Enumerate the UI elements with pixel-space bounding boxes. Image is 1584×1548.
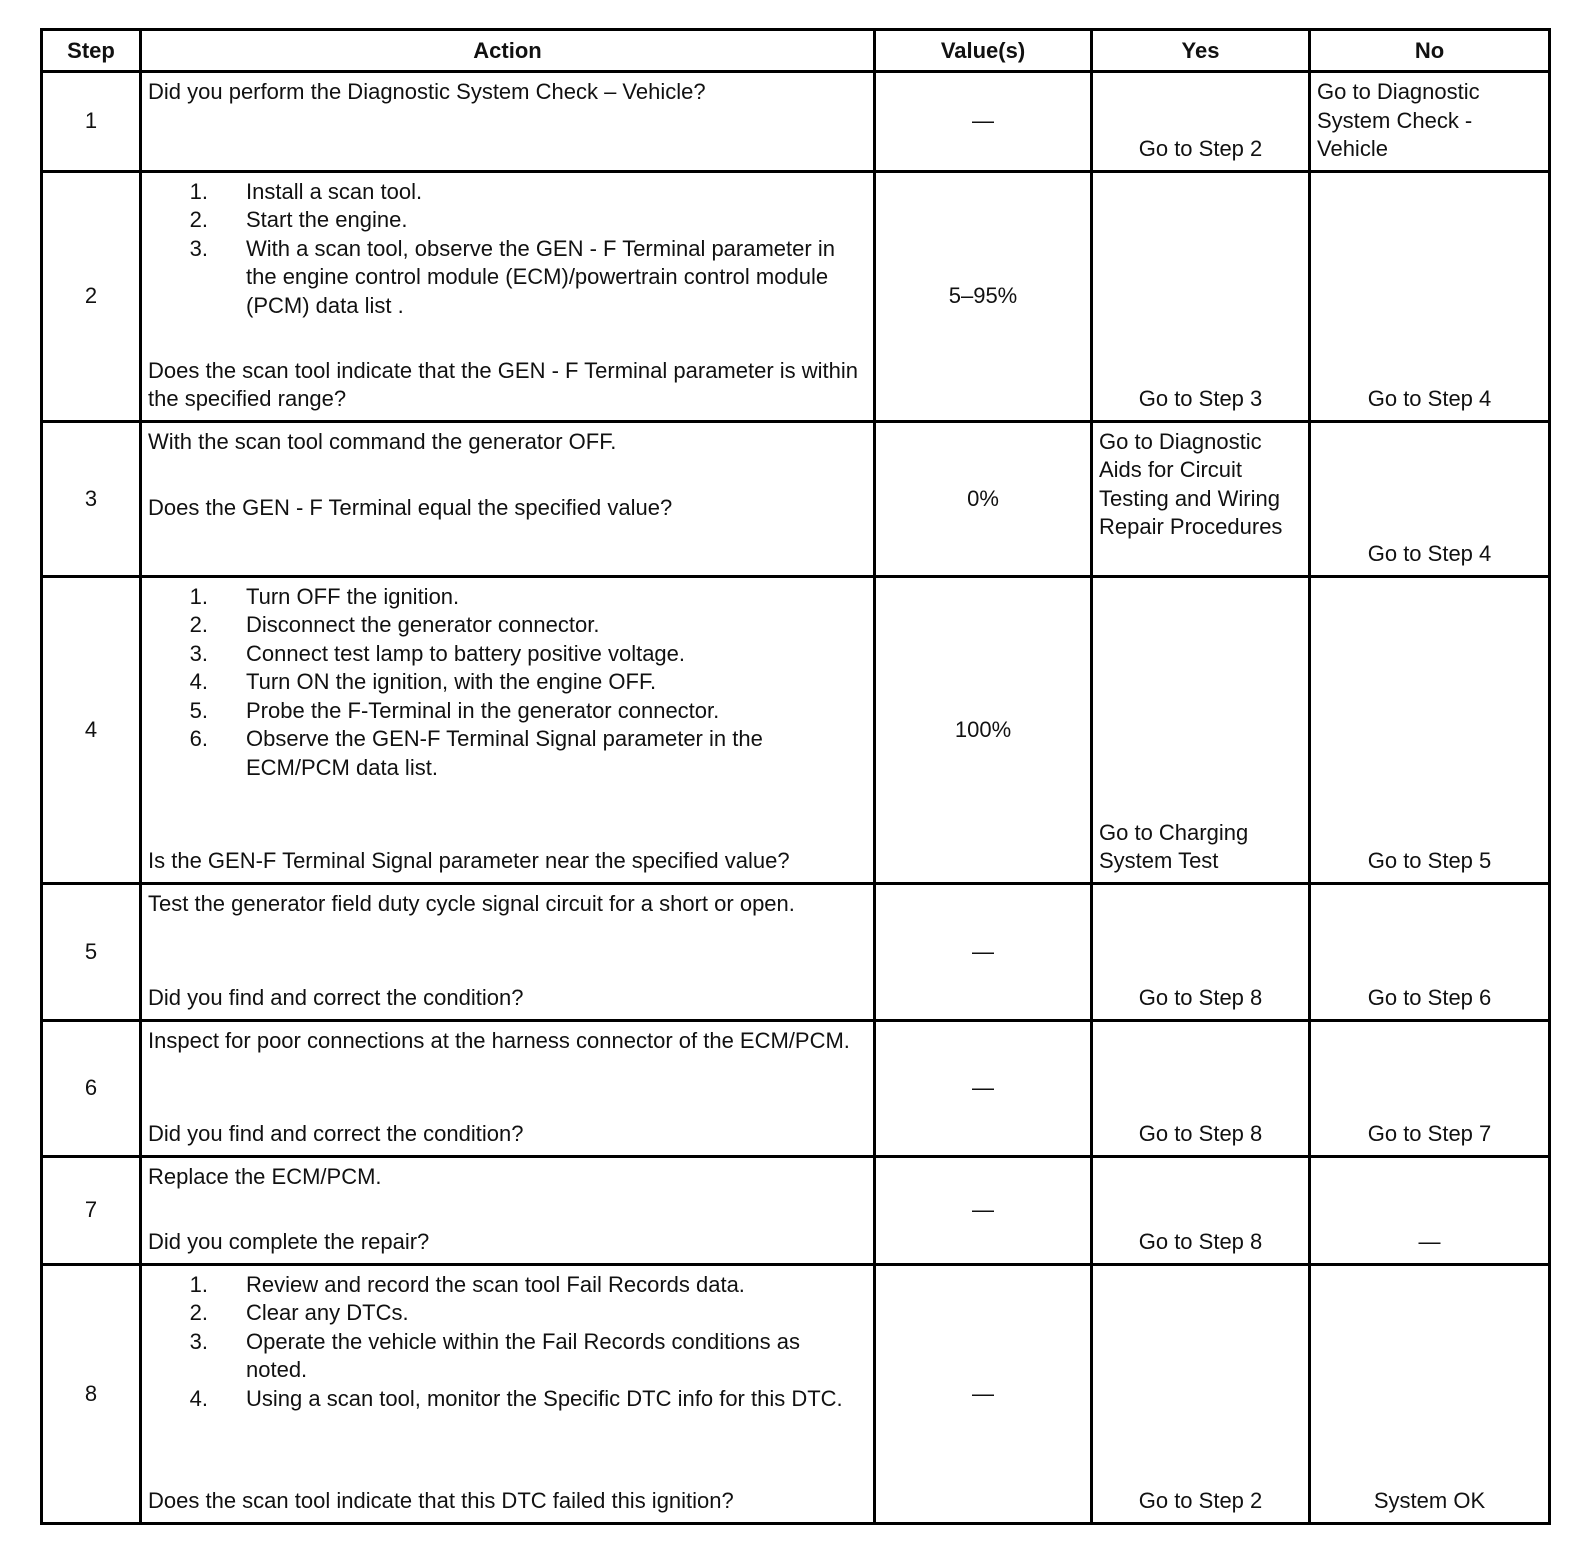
no-text: — [1418, 1229, 1441, 1254]
yes-text: Go to Step 8 [1138, 985, 1263, 1010]
yes-cell [1092, 72, 1310, 172]
step-number: 1 [42, 72, 141, 172]
yes-cell [1092, 883, 1310, 1020]
action-steps-list [148, 178, 867, 321]
list-number: 4. [189, 1385, 208, 1411]
no-cell [1310, 421, 1550, 576]
list-number: 1. [189, 583, 208, 609]
action-cell [141, 171, 875, 421]
yes-text: Go to Step 2 [1138, 1488, 1263, 1513]
list-text: With a scan tool, observe the GEN - F Terminal parameter in the engine control module (ECM)/powertrain control module (PCM) data list . [246, 235, 835, 318]
action-question: Is the GEN-F Terminal Signal parameter near the specified value? [148, 848, 790, 873]
table-row [42, 883, 1550, 1020]
yes-text: Go to Step 2 [1138, 136, 1263, 161]
value-cell: — [875, 1264, 1092, 1523]
list-text: Operate the vehicle within the Fail Records conditions as noted. [246, 1328, 800, 1382]
action-steps-list [148, 1271, 867, 1414]
action-question: Did you find and correct the condition? [148, 1121, 524, 1146]
list-text: Review and record the scan tool Fail Records data. [246, 1271, 745, 1297]
diagnostic-table [40, 28, 1551, 1525]
no-cell [1310, 72, 1550, 172]
list-number: 1. [189, 178, 208, 204]
list-number: 6. [189, 726, 208, 751]
header-yes: Yes [1092, 30, 1310, 72]
action-cell [141, 883, 875, 1020]
action-intro: Inspect for poor connections at the harness connector of the ECM/PCM. [148, 1027, 850, 1053]
action-question: Does the GEN - F Terminal equal the specified value? [148, 495, 673, 520]
no-text: Go to Step 6 [1367, 985, 1492, 1010]
list-item [148, 725, 867, 782]
header-action: Action [141, 30, 875, 72]
list-text: Turn OFF the ignition. [246, 583, 460, 609]
list-item [148, 583, 867, 612]
no-cell [1310, 1264, 1550, 1523]
no-cell [1310, 171, 1550, 421]
table-row [42, 1020, 1550, 1156]
header-step: Step [42, 30, 141, 72]
yes-cell [1092, 576, 1310, 883]
yes-cell [1092, 1156, 1310, 1264]
no-cell [1310, 1156, 1550, 1264]
list-item [148, 235, 867, 321]
step-number: 8 [42, 1264, 141, 1523]
list-text: Install a scan tool. [246, 178, 423, 204]
list-number: 1. [189, 1271, 208, 1297]
value-cell: 0% [875, 421, 1092, 576]
list-number: 2. [189, 1300, 208, 1325]
list-item [148, 1271, 867, 1300]
list-text: Probe the F-Terminal in the generator connector. [246, 697, 720, 723]
list-number: 2. [189, 207, 208, 232]
table-row [42, 1156, 1550, 1264]
list-number: 3. [189, 235, 208, 261]
list-text: Start the engine. [246, 207, 408, 232]
list-item [148, 1385, 867, 1414]
action-steps-list [148, 583, 867, 783]
yes-cell [1092, 171, 1310, 421]
step-number: 3 [42, 421, 141, 576]
list-text: Using a scan tool, monitor the Specific DTC info for this DTC. [246, 1385, 843, 1411]
list-number: 2. [189, 612, 208, 637]
value-cell: — [875, 72, 1092, 172]
action-cell [141, 72, 875, 172]
action-cell [141, 1156, 875, 1264]
yes-text: Go to Step 8 [1138, 1229, 1263, 1254]
no-text: Go to Step 5 [1367, 848, 1492, 873]
no-cell [1310, 576, 1550, 883]
list-item [148, 1328, 867, 1385]
no-text: Go to Step 4 [1367, 541, 1492, 566]
yes-text: Go to Step 8 [1138, 1121, 1263, 1146]
header-values: Value(s) [875, 30, 1092, 72]
no-text: Go to Diagnostic System Check - Vehicle [1317, 79, 1480, 161]
action-intro: Did you perform the Diagnostic System Check – Vehicle? [148, 79, 706, 104]
action-question: Does the scan tool indicate that the GEN - F Terminal parameter is within the specified range? [148, 357, 859, 411]
table-row [42, 576, 1550, 883]
yes-text: Go to Diagnostic Aids for Circuit Testing and Wiring Repair Procedures [1099, 428, 1283, 539]
list-item [148, 1299, 867, 1328]
value-cell: 5–95% [875, 171, 1092, 421]
yes-text: Go to Step 3 [1138, 386, 1263, 411]
value-cell: — [875, 1156, 1092, 1264]
list-text: Disconnect the generator connector. [246, 612, 600, 637]
step-number: 2 [42, 171, 141, 421]
action-cell [141, 1264, 875, 1523]
action-cell [141, 1020, 875, 1156]
step-number: 7 [42, 1156, 141, 1264]
value-cell: — [875, 883, 1092, 1020]
action-question: Did you find and correct the condition? [148, 985, 524, 1010]
action-question: Did you complete the repair? [148, 1229, 430, 1254]
step-number: 5 [42, 883, 141, 1020]
list-number: 3. [189, 1328, 208, 1354]
no-cell [1310, 1020, 1550, 1156]
yes-text: Go to Charging System Test [1099, 819, 1249, 873]
list-item [148, 178, 867, 207]
table-row [42, 72, 1550, 172]
list-number: 3. [189, 640, 208, 666]
no-text: Go to Step 7 [1367, 1121, 1492, 1146]
no-text: Go to Step 4 [1367, 386, 1492, 411]
list-item [148, 668, 867, 697]
action-intro: Test the generator field duty cycle signal circuit for a short or open. [148, 890, 795, 916]
value-cell: — [875, 1020, 1092, 1156]
action-question: Does the scan tool indicate that this DTC failed this ignition? [148, 1488, 734, 1513]
no-text: System OK [1373, 1488, 1486, 1513]
list-item [148, 206, 867, 235]
yes-cell [1092, 1264, 1310, 1523]
action-cell [141, 421, 875, 576]
table-row [42, 421, 1550, 576]
step-number: 4 [42, 576, 141, 883]
list-text: Observe the GEN-F Terminal Signal parameter in the ECM/PCM data list. [246, 726, 763, 780]
value-cell: 100% [875, 576, 1092, 883]
yes-cell [1092, 1020, 1310, 1156]
yes-cell [1092, 421, 1310, 576]
header-no: No [1310, 30, 1550, 72]
action-intro: With the scan tool command the generator OFF. [148, 428, 617, 454]
list-text: Connect test lamp to battery positive voltage. [246, 640, 686, 666]
action-intro: Replace the ECM/PCM. [148, 1163, 382, 1189]
list-number: 4. [189, 669, 208, 694]
list-number: 5. [189, 697, 208, 723]
list-item [148, 640, 867, 669]
step-number: 6 [42, 1020, 141, 1156]
table-row [42, 1264, 1550, 1523]
list-item [148, 697, 867, 726]
action-cell [141, 576, 875, 883]
table-row [42, 171, 1550, 421]
list-text: Clear any DTCs. [246, 1300, 409, 1325]
list-item [148, 611, 867, 640]
no-cell [1310, 883, 1550, 1020]
list-text: Turn ON the ignition, with the engine OFF. [246, 669, 657, 694]
header-row [42, 30, 1550, 72]
